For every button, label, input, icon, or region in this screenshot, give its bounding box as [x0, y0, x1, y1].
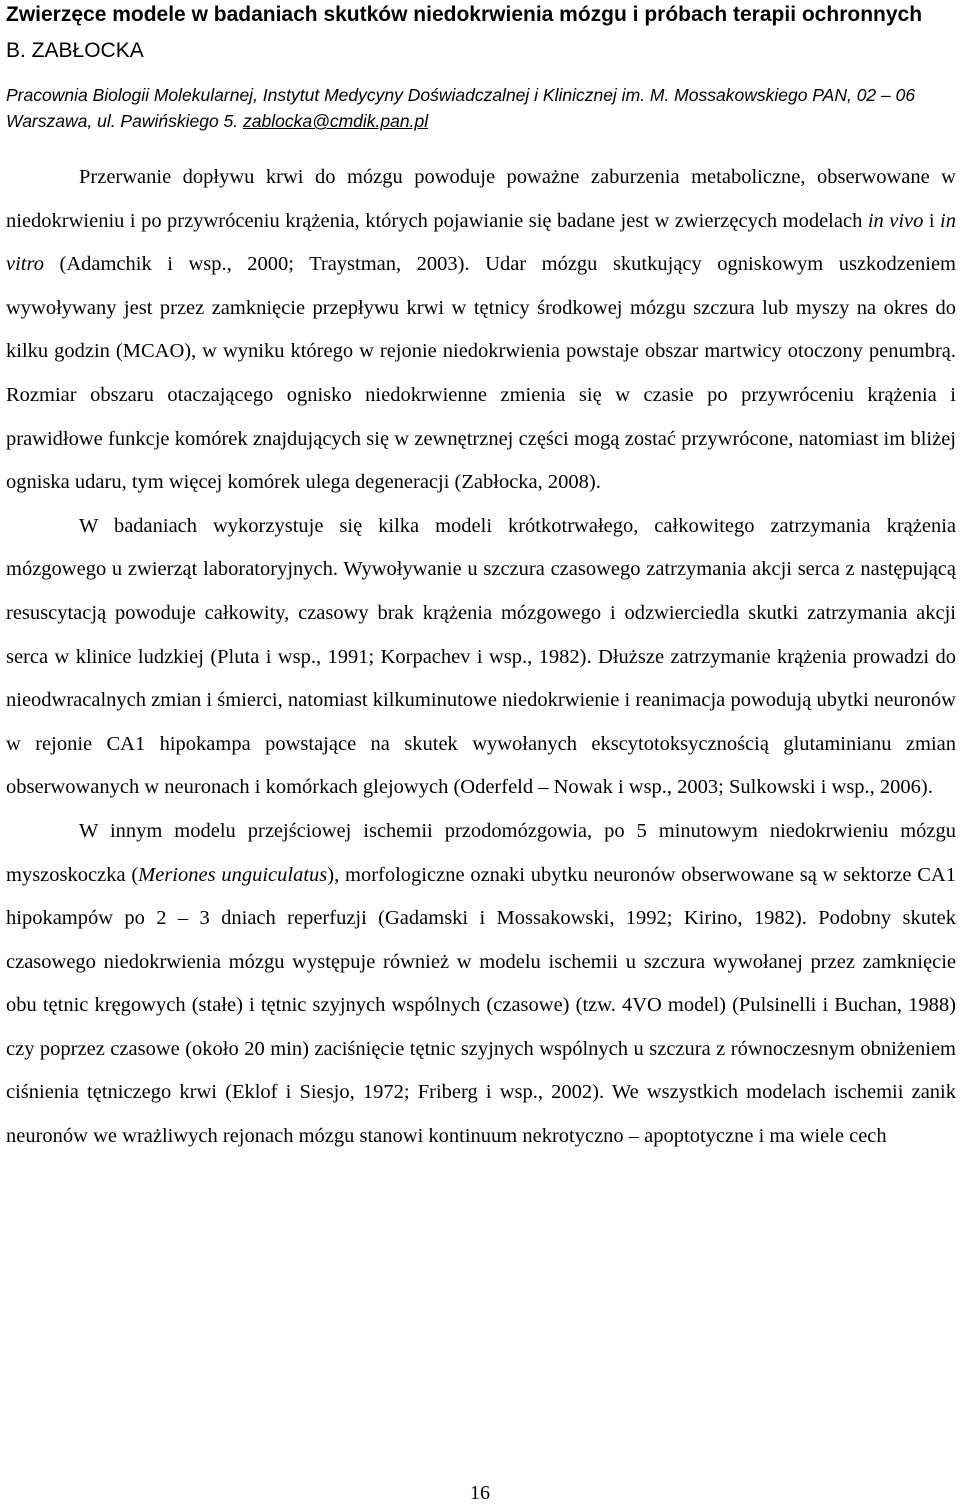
article-title: Zwierzęce modele w badaniach skutków niedokrwienia mózgu i próbach terapii ochronnych — [6, 3, 923, 26]
article-body — [6, 156, 956, 1159]
author-affiliation — [6, 82, 956, 134]
author-name: B. ZABŁOCKA — [6, 39, 144, 62]
paragraph-3 — [6, 810, 956, 1159]
p3-text-a: W innym modelu przejściowej ischemii przodomózgowia, po 5 minutowym niedokrwieniu mózgu myszoskoczka ( — [6, 819, 956, 886]
p1-text-a: Przerwanie dopływu krwi do mózgu powoduje poważne zaburzenia metaboliczne, obserwowane w niedokrwieniu i po przywróceniu krążenia, których pojawianie się badane jest w zwierzęcych modelach — [6, 166, 956, 232]
paragraph-2: W badaniach wykorzystuje się kilka modeli krótkotrwałego, całkowitego zatrzymania krążenia mózgowego u zwierząt laboratoryjnych. Wywoływanie u szczura czasowego zatrzymania akcji serca z następującą resuscytacją powoduje całkowity, czasowy brak krążenia mózgowego i odzwierciedla skutki zatrzymania akcji serca w klinice ludzkiej (Pluta i wsp., 1991; Korpachev i wsp., 1982). Dłuższe zatrzymanie krążenia prowadzi do nieodwracalnych zmian i śmierci, natomiast kilkuminutowe niedokrwienie i reanimacja powodują ubytki neuronów w rejonie CA1 hipokampa powstające na skutek wywołanych ekscytotoksycznością glutaminianu zmian obserwowanych w neuronach i komórkach glejowych (Oderfeld – Nowak i wsp., 2003; Sulkowski i wsp., 2006). — [6, 514, 956, 799]
p3-text-b: ), morfologiczne oznaki ubytku neuronów obserwowane są w sektorze CA1 hipokampów po 2 – 3 dniach reperfuzji (Gadamski i Mossakowski, 1992; Kirino, 1982). Podobny skutek czasowego niedokrwienia mózgu występuje również w modelu ischemii u szczura wywołanej przez zamknięcie obu tętnic kręgowych (stałe) i tętnic szyjnych wspólnych (czasowe) (tzw. 4VO model) (Pulsinelli i Buchan, 1988) czy poprzez czasowe (około 20 min) zaciśnięcie tętnic szyjnych wspólnych u szczura z równoczesnym obniżeniem ciśnienia tętniczego krwi (Eklof i Siesjo, 1972; Friberg i wsp., 2002). We wszystkich modelach ischemii zanik neuronów we wrażliwych rejonach mózgu stanowi kontinuum nekrotyczno – apoptotyczne i ma wiele cech — [6, 863, 956, 1148]
p1-in-vivo: in vivo — [867, 209, 924, 232]
p1-text-c: (Adamchik i wsp., 2000; Traystman, 2003). Udar mózgu skutkujący ogniskowym uszkodzeniem wywoływany jest przez zamknięcie przepływu krwi w tętnicy środkowej mózgu szczura lub myszy na okres do kilku godzin (MCAO), w wyniku którego w rejonie niedokrwienia powstaje obszar martwicy otoczony penumbrą. Rozmiar obszaru otaczającego ognisko niedokrwienne zmienia się w czasie po przywróceniu krążenia i prawidłowe funkcje komórek znajdujących się w zewnętrznej części mogą zostać przywrócone, natomiast im bliżej ogniska udaru, tym więcej komórek ulega degeneracji (Zabłocka, 2008). — [6, 253, 956, 494]
affiliation-text: Pracownia Biologii Molekularnej, Instytut Medycyny Doświadczalnej i Klinicznej im. M. Mossakowskiego PAN, 02 – 06 Warszawa, ul. Pawińskiego 5. — [6, 85, 916, 131]
paragraph-1 — [6, 156, 956, 505]
p3-species-name: Meriones unguiculatus — [138, 863, 328, 886]
page-number: 16 — [470, 1482, 490, 1504]
p1-text-b: i — [923, 209, 941, 232]
author-email-link[interactable]: zablocka@cmdik.pan.pl — [243, 111, 429, 131]
document-page — [6, 0, 956, 1159]
p1-in-vitro: in vitro — [6, 209, 956, 276]
